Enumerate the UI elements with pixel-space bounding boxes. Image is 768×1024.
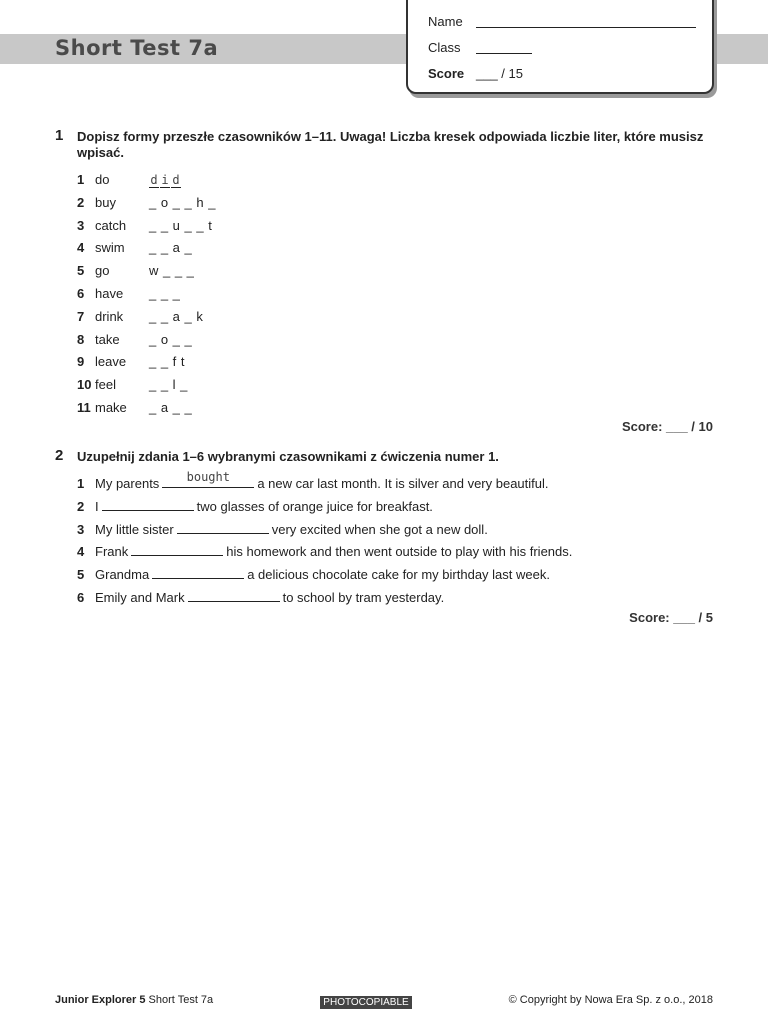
sentence-start: Grandma (95, 567, 150, 583)
exercise-1-score: Score: ___ / 10 (621, 419, 713, 434)
name-field[interactable] (476, 27, 696, 28)
exercise-1-item (77, 216, 213, 236)
exercise-2-item (77, 470, 549, 494)
example-letter: i (161, 173, 169, 187)
exercise-2-item (77, 520, 488, 540)
example-letter: d (150, 173, 158, 187)
item-number: 4 (77, 240, 85, 256)
item-number: 2 (77, 194, 85, 210)
total-score: ___ / 15 (476, 66, 523, 81)
answer-pattern[interactable]: _ _ a _ k (149, 308, 204, 324)
item-verb: feel (95, 377, 116, 393)
exercise-2-item (77, 565, 550, 585)
item-verb: buy (95, 194, 116, 210)
item-number: 4 (77, 544, 85, 560)
answer-pattern[interactable]: _ o _ _ h _ (149, 194, 216, 210)
exercise-2-score: Score: ___ / 5 (629, 610, 713, 625)
exercise-2-item (77, 497, 433, 517)
name-label: Name (428, 14, 463, 29)
footer-book-title: Junior Explorer 5 (55, 994, 146, 1006)
exercise-1-item (77, 238, 193, 258)
item-number: 7 (77, 308, 85, 324)
item-number: 9 (77, 354, 85, 370)
sentence-start: My little sister (95, 521, 174, 537)
exercise-2-item (77, 588, 444, 608)
item-number: 8 (77, 331, 85, 347)
sentence-end: very excited when she got a new doll. (271, 521, 488, 537)
answer-pattern[interactable]: _ o _ _ (149, 331, 193, 347)
exercise-1-item (77, 307, 204, 327)
example-letter: d (172, 173, 180, 187)
exercise-1-item (77, 352, 186, 372)
student-info-box (406, 0, 714, 94)
item-number: 6 (77, 590, 85, 605)
exercise-1-item (77, 261, 195, 281)
answer-pattern[interactable]: _ a _ _ (149, 400, 193, 415)
item-number: 1 (77, 476, 85, 491)
item-verb: take (95, 331, 120, 347)
page-title: Short Test 7a (55, 36, 219, 60)
score-label: Score (428, 66, 465, 81)
item-number: 11 (77, 400, 91, 415)
exercise-1-number: 1 (55, 127, 64, 144)
exercise-1-item (77, 330, 193, 350)
answer-blank[interactable] (152, 566, 244, 579)
item-number: 10 (77, 377, 92, 393)
answer-blank[interactable] (131, 543, 223, 556)
item-verb: catch (95, 217, 127, 233)
item-verb: make (95, 400, 127, 415)
item-verb: swim (95, 240, 125, 256)
answer-blank[interactable] (188, 589, 280, 602)
sentence-start: Emily and Mark (95, 590, 185, 605)
answer-text: bought (186, 470, 230, 484)
sentence-end: a new car last month. It is silver and very beautiful. (257, 476, 549, 491)
photocopiable-badge: PHOTOCOPIABLE (320, 996, 412, 1009)
exercise-1-item (77, 193, 216, 213)
item-verb: leave (95, 354, 127, 370)
footer-book (55, 994, 213, 1006)
sentence-end: to school by tram yesterday. (282, 590, 445, 605)
answer-blank[interactable] (162, 470, 254, 488)
item-number: 3 (77, 521, 85, 537)
exercise-1-item (77, 170, 180, 190)
answer-pattern[interactable]: _ _ a _ (149, 240, 193, 256)
sentence-start: Frank (95, 544, 129, 560)
item-number: 5 (77, 263, 85, 279)
exercise-1-item (77, 398, 193, 418)
item-verb: go (95, 263, 110, 279)
class-row (428, 40, 461, 55)
example-answer (149, 170, 182, 190)
item-verb: drink (95, 308, 124, 324)
class-field[interactable] (476, 53, 532, 54)
answer-pattern[interactable]: w _ _ _ (149, 263, 195, 279)
item-verb: do (95, 172, 110, 187)
item-number: 6 (77, 286, 85, 301)
exercise-1-item (77, 375, 188, 395)
class-label: Class (428, 40, 461, 55)
answer-pattern[interactable]: _ _ f t (149, 354, 186, 370)
score-row (428, 66, 523, 81)
answer-pattern[interactable]: _ _ u _ _ t (149, 217, 213, 233)
answer-blank[interactable] (177, 521, 269, 534)
name-row (428, 14, 463, 29)
item-number: 3 (77, 217, 85, 233)
sentence-start: My parents (95, 476, 160, 491)
item-number: 5 (77, 567, 85, 583)
sentence-start: I (95, 498, 99, 514)
exercise-2-item (77, 542, 572, 562)
exercise-2-number: 2 (55, 447, 64, 464)
sentence-end: two glasses of orange juice for breakfast. (196, 498, 433, 514)
exercise-1-instruction: Dopisz formy przeszłe czasowników 1–11. Uwaga! Liczba kresek odpowiada liczbie liter, które musisz wpisać. (77, 129, 704, 160)
exercise-2-instruction: Uzupełnij zdania 1–6 wybranymi czasownikami z ćwiczenia numer 1. (77, 449, 499, 464)
answer-pattern[interactable]: _ _ _ (149, 286, 181, 301)
answer-blank[interactable] (102, 498, 194, 511)
copyright: © Copyright by Nowa Era Sp. z o.o., 2018 (508, 994, 713, 1006)
sentence-end: a delicious chocolate cake for my birthday last week. (247, 567, 550, 583)
sentence-end: his homework and then went outside to play with his friends. (226, 544, 573, 560)
answer-pattern[interactable]: _ _ l _ (149, 377, 188, 393)
exercise-1-item (77, 284, 181, 304)
footer-test-name: Short Test 7a (148, 994, 214, 1006)
item-verb: have (95, 286, 124, 301)
item-number: 2 (77, 498, 85, 514)
item-number: 1 (77, 172, 85, 187)
